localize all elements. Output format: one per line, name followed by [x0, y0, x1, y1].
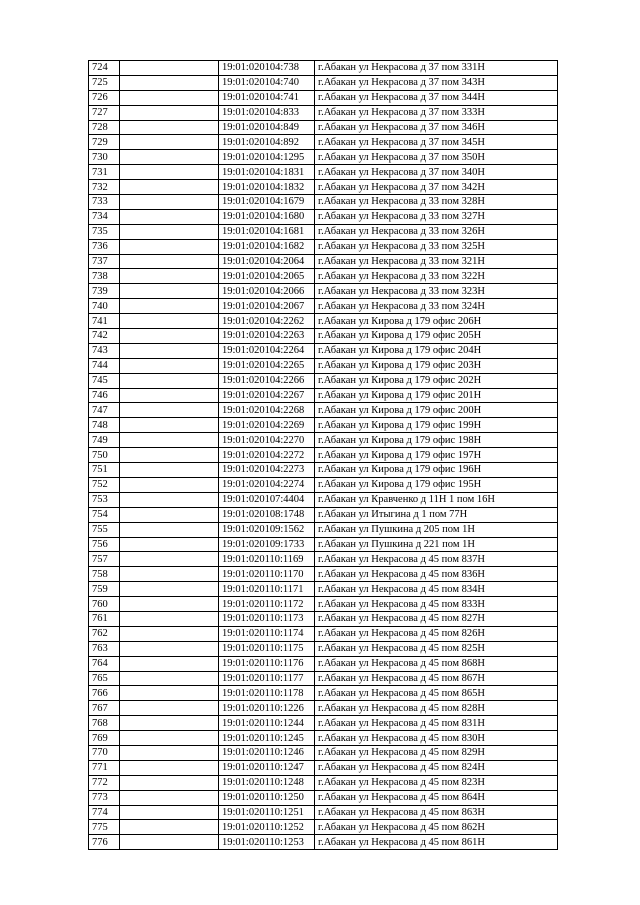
row-number-cell: 757	[89, 552, 120, 567]
address-cell: г.Абакан ул Некрасова д 37 пом 340Н	[315, 165, 558, 180]
table-row	[89, 418, 558, 433]
table-row	[89, 567, 558, 582]
cadastral-number-cell: 19:01:020104:2265	[219, 358, 315, 373]
address-cell: г.Абакан ул Некрасова д 45 пом 834Н	[315, 582, 558, 597]
empty-cell	[120, 626, 219, 641]
empty-cell	[120, 745, 219, 760]
address-cell: г.Абакан ул Некрасова д 45 пом 826Н	[315, 626, 558, 641]
empty-cell	[120, 358, 219, 373]
cadastral-number-cell: 19:01:020110:1174	[219, 626, 315, 641]
table-row	[89, 597, 558, 612]
address-cell: г.Абакан ул Некрасова д 45 пом 863Н	[315, 805, 558, 820]
table-row	[89, 269, 558, 284]
table-row	[89, 135, 558, 150]
empty-cell	[120, 686, 219, 701]
row-number-cell: 759	[89, 582, 120, 597]
row-number-cell: 764	[89, 656, 120, 671]
empty-cell	[120, 522, 219, 537]
row-number-cell: 735	[89, 224, 120, 239]
table-row	[89, 373, 558, 388]
cadastral-number-cell: 19:01:020110:1178	[219, 686, 315, 701]
table-row	[89, 552, 558, 567]
row-number-cell: 727	[89, 105, 120, 120]
cadastral-number-cell: 19:01:020110:1226	[219, 701, 315, 716]
cadastral-number-cell: 19:01:020104:1680	[219, 209, 315, 224]
empty-cell	[120, 760, 219, 775]
row-number-cell: 769	[89, 731, 120, 746]
row-number-cell: 726	[89, 90, 120, 105]
cadastral-number-cell: 19:01:020104:2067	[219, 299, 315, 314]
empty-cell	[120, 269, 219, 284]
cadastral-number-cell: 19:01:020108:1748	[219, 507, 315, 522]
cadastral-number-cell: 19:01:020104:833	[219, 105, 315, 120]
empty-cell	[120, 701, 219, 716]
empty-cell	[120, 463, 219, 478]
table-row	[89, 820, 558, 835]
address-cell: г.Абакан ул Некрасова д 37 пом 350Н	[315, 150, 558, 165]
cadastral-number-cell: 19:01:020104:2268	[219, 403, 315, 418]
address-cell: г.Абакан ул Некрасова д 33 пом 321Н	[315, 254, 558, 269]
row-number-cell: 730	[89, 150, 120, 165]
table-row	[89, 671, 558, 686]
row-number-cell: 758	[89, 567, 120, 582]
address-cell: г.Абакан ул Некрасова д 37 пом 331Н	[315, 61, 558, 76]
table-row	[89, 299, 558, 314]
cadastral-number-cell: 19:01:020110:1176	[219, 656, 315, 671]
cadastral-number-cell: 19:01:020104:2064	[219, 254, 315, 269]
table-row	[89, 180, 558, 195]
cadastral-number-cell: 19:01:020104:2263	[219, 329, 315, 344]
empty-cell	[120, 418, 219, 433]
table-row	[89, 805, 558, 820]
address-cell: г.Абакан ул Некрасова д 33 пом 324Н	[315, 299, 558, 314]
row-number-cell: 733	[89, 195, 120, 210]
table-row	[89, 105, 558, 120]
cadastral-number-cell: 19:01:020104:2269	[219, 418, 315, 433]
address-cell: г.Абакан ул Кирова д 179 офис 204Н	[315, 343, 558, 358]
row-number-cell: 756	[89, 537, 120, 552]
row-number-cell: 747	[89, 403, 120, 418]
cadastral-number-cell: 19:01:020104:2264	[219, 343, 315, 358]
empty-cell	[120, 552, 219, 567]
empty-cell	[120, 299, 219, 314]
row-number-cell: 741	[89, 314, 120, 329]
cadastral-number-cell: 19:01:020104:2266	[219, 373, 315, 388]
table-row	[89, 641, 558, 656]
row-number-cell: 732	[89, 180, 120, 195]
cadastral-number-cell: 19:01:020104:1831	[219, 165, 315, 180]
cadastral-number-cell: 19:01:020104:892	[219, 135, 315, 150]
address-cell: г.Абакан ул Итыгина д 1 пом 77Н	[315, 507, 558, 522]
empty-cell	[120, 805, 219, 820]
cadastral-number-cell: 19:01:020110:1248	[219, 775, 315, 790]
address-cell: г.Абакан ул Пушкина д 221 пом 1Н	[315, 537, 558, 552]
empty-cell	[120, 120, 219, 135]
address-cell: г.Абакан ул Некрасова д 33 пом 328Н	[315, 195, 558, 210]
empty-cell	[120, 790, 219, 805]
row-number-cell: 743	[89, 343, 120, 358]
table-row	[89, 477, 558, 492]
table-row	[89, 626, 558, 641]
cadastral-number-cell: 19:01:020104:1679	[219, 195, 315, 210]
address-cell: г.Абакан ул Кирова д 179 офис 197Н	[315, 448, 558, 463]
empty-cell	[120, 671, 219, 686]
table-row	[89, 686, 558, 701]
registry-table	[88, 60, 558, 850]
cadastral-number-cell: 19:01:020110:1170	[219, 567, 315, 582]
row-number-cell: 751	[89, 463, 120, 478]
empty-cell	[120, 224, 219, 239]
address-cell: г.Абакан ул Кирова д 179 офис 201Н	[315, 388, 558, 403]
table-row	[89, 760, 558, 775]
row-number-cell: 773	[89, 790, 120, 805]
empty-cell	[120, 343, 219, 358]
row-number-cell: 724	[89, 61, 120, 76]
address-cell: г.Абакан ул Кирова д 179 офис 203Н	[315, 358, 558, 373]
empty-cell	[120, 150, 219, 165]
address-cell: г.Абакан ул Некрасова д 37 пом 342Н	[315, 180, 558, 195]
row-number-cell: 729	[89, 135, 120, 150]
row-number-cell: 734	[89, 209, 120, 224]
address-cell: г.Абакан ул Некрасова д 45 пом 824Н	[315, 760, 558, 775]
row-number-cell: 775	[89, 820, 120, 835]
row-number-cell: 750	[89, 448, 120, 463]
address-cell: г.Абакан ул Кирова д 179 офис 200Н	[315, 403, 558, 418]
empty-cell	[120, 135, 219, 150]
empty-cell	[120, 284, 219, 299]
address-cell: г.Абакан ул Некрасова д 33 пом 325Н	[315, 239, 558, 254]
address-cell: г.Абакан ул Некрасова д 33 пом 326Н	[315, 224, 558, 239]
table-row	[89, 61, 558, 76]
empty-cell	[120, 403, 219, 418]
cadastral-number-cell: 19:01:020110:1169	[219, 552, 315, 567]
empty-cell	[120, 567, 219, 582]
cadastral-number-cell: 19:01:020104:1832	[219, 180, 315, 195]
cadastral-number-cell: 19:01:020110:1173	[219, 611, 315, 626]
address-cell: г.Абакан ул Некрасова д 37 пом 333Н	[315, 105, 558, 120]
empty-cell	[120, 75, 219, 90]
cadastral-number-cell: 19:01:020110:1250	[219, 790, 315, 805]
cadastral-number-cell: 19:01:020109:1562	[219, 522, 315, 537]
row-number-cell: 774	[89, 805, 120, 820]
address-cell: г.Абакан ул Некрасова д 45 пом 864Н	[315, 790, 558, 805]
cadastral-number-cell: 19:01:020104:1681	[219, 224, 315, 239]
empty-cell	[120, 165, 219, 180]
table-row	[89, 195, 558, 210]
cadastral-number-cell: 19:01:020110:1251	[219, 805, 315, 820]
row-number-cell: 748	[89, 418, 120, 433]
cadastral-number-cell: 19:01:020109:1733	[219, 537, 315, 552]
table-row	[89, 224, 558, 239]
table-row	[89, 75, 558, 90]
empty-cell	[120, 329, 219, 344]
row-number-cell: 752	[89, 477, 120, 492]
address-cell: г.Абакан ул Некрасова д 33 пом 322Н	[315, 269, 558, 284]
table-row	[89, 835, 558, 850]
empty-cell	[120, 195, 219, 210]
empty-cell	[120, 180, 219, 195]
empty-cell	[120, 239, 219, 254]
table-row	[89, 537, 558, 552]
row-number-cell: 744	[89, 358, 120, 373]
empty-cell	[120, 641, 219, 656]
row-number-cell: 736	[89, 239, 120, 254]
empty-cell	[120, 582, 219, 597]
address-cell: г.Абакан ул Некрасова д 45 пом 862Н	[315, 820, 558, 835]
table-row	[89, 731, 558, 746]
cadastral-number-cell: 19:01:020104:2267	[219, 388, 315, 403]
empty-cell	[120, 731, 219, 746]
cadastral-number-cell: 19:01:020110:1246	[219, 745, 315, 760]
row-number-cell: 728	[89, 120, 120, 135]
address-cell: г.Абакан ул Некрасова д 45 пом 837Н	[315, 552, 558, 567]
cadastral-number-cell: 19:01:020110:1175	[219, 641, 315, 656]
row-number-cell: 765	[89, 671, 120, 686]
cadastral-number-cell: 19:01:020110:1253	[219, 835, 315, 850]
table-row	[89, 463, 558, 478]
cadastral-number-cell: 19:01:020104:741	[219, 90, 315, 105]
table-row	[89, 120, 558, 135]
row-number-cell: 753	[89, 492, 120, 507]
cadastral-number-cell: 19:01:020104:849	[219, 120, 315, 135]
cadastral-number-cell: 19:01:020104:2272	[219, 448, 315, 463]
row-number-cell: 755	[89, 522, 120, 537]
address-cell: г.Абакан ул Некрасова д 45 пом 830Н	[315, 731, 558, 746]
address-cell: г.Абакан ул Кирова д 179 офис 205Н	[315, 329, 558, 344]
address-cell: г.Абакан ул Некрасова д 45 пом 825Н	[315, 641, 558, 656]
row-number-cell: 749	[89, 433, 120, 448]
address-cell: г.Абакан ул Некрасова д 45 пом 865Н	[315, 686, 558, 701]
table-row	[89, 448, 558, 463]
cadastral-number-cell: 19:01:020110:1244	[219, 716, 315, 731]
table-row	[89, 165, 558, 180]
table-row	[89, 314, 558, 329]
address-cell: г.Абакан ул Некрасова д 45 пом 823Н	[315, 775, 558, 790]
empty-cell	[120, 656, 219, 671]
empty-cell	[120, 209, 219, 224]
cadastral-number-cell: 19:01:020104:2273	[219, 463, 315, 478]
empty-cell	[120, 388, 219, 403]
row-number-cell: 745	[89, 373, 120, 388]
row-number-cell: 770	[89, 745, 120, 760]
address-cell: г.Абакан ул Некрасова д 37 пом 346Н	[315, 120, 558, 135]
table-row	[89, 716, 558, 731]
cadastral-number-cell: 19:01:020104:1295	[219, 150, 315, 165]
address-cell: г.Абакан ул Некрасова д 45 пом 827Н	[315, 611, 558, 626]
empty-cell	[120, 820, 219, 835]
empty-cell	[120, 373, 219, 388]
table-row	[89, 507, 558, 522]
empty-cell	[120, 775, 219, 790]
table-row	[89, 656, 558, 671]
address-cell: г.Абакан ул Кирова д 179 офис 196Н	[315, 463, 558, 478]
table-row	[89, 582, 558, 597]
empty-cell	[120, 314, 219, 329]
cadastral-number-cell: 19:01:020104:2270	[219, 433, 315, 448]
cadastral-number-cell: 19:01:020110:1245	[219, 731, 315, 746]
table-row	[89, 239, 558, 254]
table-row	[89, 90, 558, 105]
row-number-cell: 776	[89, 835, 120, 850]
registry-table-body	[89, 61, 558, 850]
table-row	[89, 790, 558, 805]
address-cell: г.Абакан ул Некрасова д 45 пом 828Н	[315, 701, 558, 716]
cadastral-number-cell: 19:01:020110:1247	[219, 760, 315, 775]
address-cell: г.Абакан ул Некрасова д 37 пом 345Н	[315, 135, 558, 150]
cadastral-number-cell: 19:01:020104:2065	[219, 269, 315, 284]
address-cell: г.Абакан ул Кирова д 179 офис 198Н	[315, 433, 558, 448]
address-cell: г.Абакан ул Некрасова д 45 пом 867Н	[315, 671, 558, 686]
cadastral-number-cell: 19:01:020110:1172	[219, 597, 315, 612]
address-cell: г.Абакан ул Некрасова д 33 пом 327Н	[315, 209, 558, 224]
row-number-cell: 737	[89, 254, 120, 269]
address-cell: г.Абакан ул Некрасова д 37 пом 343Н	[315, 75, 558, 90]
empty-cell	[120, 716, 219, 731]
table-row	[89, 150, 558, 165]
table-row	[89, 388, 558, 403]
cadastral-number-cell: 19:01:020104:2274	[219, 477, 315, 492]
row-number-cell: 771	[89, 760, 120, 775]
row-number-cell: 767	[89, 701, 120, 716]
address-cell: г.Абакан ул Кирова д 179 офис 202Н	[315, 373, 558, 388]
cadastral-number-cell: 19:01:020104:738	[219, 61, 315, 76]
empty-cell	[120, 448, 219, 463]
address-cell: г.Абакан ул Некрасова д 45 пом 836Н	[315, 567, 558, 582]
table-row	[89, 701, 558, 716]
row-number-cell: 738	[89, 269, 120, 284]
cadastral-number-cell: 19:01:020104:2066	[219, 284, 315, 299]
row-number-cell: 766	[89, 686, 120, 701]
address-cell: г.Абакан ул Некрасова д 45 пом 833Н	[315, 597, 558, 612]
table-row	[89, 343, 558, 358]
row-number-cell: 768	[89, 716, 120, 731]
cadastral-number-cell: 19:01:020104:1682	[219, 239, 315, 254]
row-number-cell: 746	[89, 388, 120, 403]
empty-cell	[120, 105, 219, 120]
table-row	[89, 284, 558, 299]
row-number-cell: 760	[89, 597, 120, 612]
address-cell: г.Абакан ул Некрасова д 45 пом 861Н	[315, 835, 558, 850]
table-row	[89, 254, 558, 269]
table-row	[89, 403, 558, 418]
address-cell: г.Абакан ул Кирова д 179 офис 206Н	[315, 314, 558, 329]
row-number-cell: 763	[89, 641, 120, 656]
address-cell: г.Абакан ул Некрасова д 45 пом 868Н	[315, 656, 558, 671]
row-number-cell: 725	[89, 75, 120, 90]
empty-cell	[120, 433, 219, 448]
row-number-cell: 754	[89, 507, 120, 522]
cadastral-number-cell: 19:01:020104:2262	[219, 314, 315, 329]
empty-cell	[120, 597, 219, 612]
row-number-cell: 739	[89, 284, 120, 299]
empty-cell	[120, 477, 219, 492]
row-number-cell: 740	[89, 299, 120, 314]
row-number-cell: 731	[89, 165, 120, 180]
address-cell: г.Абакан ул Некрасова д 45 пом 831Н	[315, 716, 558, 731]
address-cell: г.Абакан ул Пушкина д 205 пом 1Н	[315, 522, 558, 537]
cadastral-number-cell: 19:01:020104:740	[219, 75, 315, 90]
cadastral-number-cell: 19:01:020107:4404	[219, 492, 315, 507]
empty-cell	[120, 835, 219, 850]
row-number-cell: 772	[89, 775, 120, 790]
cadastral-number-cell: 19:01:020110:1171	[219, 582, 315, 597]
empty-cell	[120, 254, 219, 269]
address-cell: г.Абакан ул Кирова д 179 офис 199Н	[315, 418, 558, 433]
address-cell: г.Абакан ул Некрасова д 33 пом 323Н	[315, 284, 558, 299]
empty-cell	[120, 507, 219, 522]
row-number-cell: 761	[89, 611, 120, 626]
table-row	[89, 329, 558, 344]
address-cell: г.Абакан ул Некрасова д 45 пом 829Н	[315, 745, 558, 760]
empty-cell	[120, 61, 219, 76]
table-row	[89, 775, 558, 790]
table-row	[89, 611, 558, 626]
row-number-cell: 742	[89, 329, 120, 344]
cadastral-number-cell: 19:01:020110:1252	[219, 820, 315, 835]
empty-cell	[120, 90, 219, 105]
empty-cell	[120, 537, 219, 552]
table-row	[89, 358, 558, 373]
address-cell: г.Абакан ул Кирова д 179 офис 195Н	[315, 477, 558, 492]
address-cell: г.Абакан ул Некрасова д 37 пом 344Н	[315, 90, 558, 105]
empty-cell	[120, 611, 219, 626]
row-number-cell: 762	[89, 626, 120, 641]
table-row	[89, 522, 558, 537]
cadastral-number-cell: 19:01:020110:1177	[219, 671, 315, 686]
table-row	[89, 745, 558, 760]
table-row	[89, 492, 558, 507]
table-row	[89, 433, 558, 448]
address-cell: г.Абакан ул Кравченко д 11Н 1 пом 16Н	[315, 492, 558, 507]
empty-cell	[120, 492, 219, 507]
table-row	[89, 209, 558, 224]
